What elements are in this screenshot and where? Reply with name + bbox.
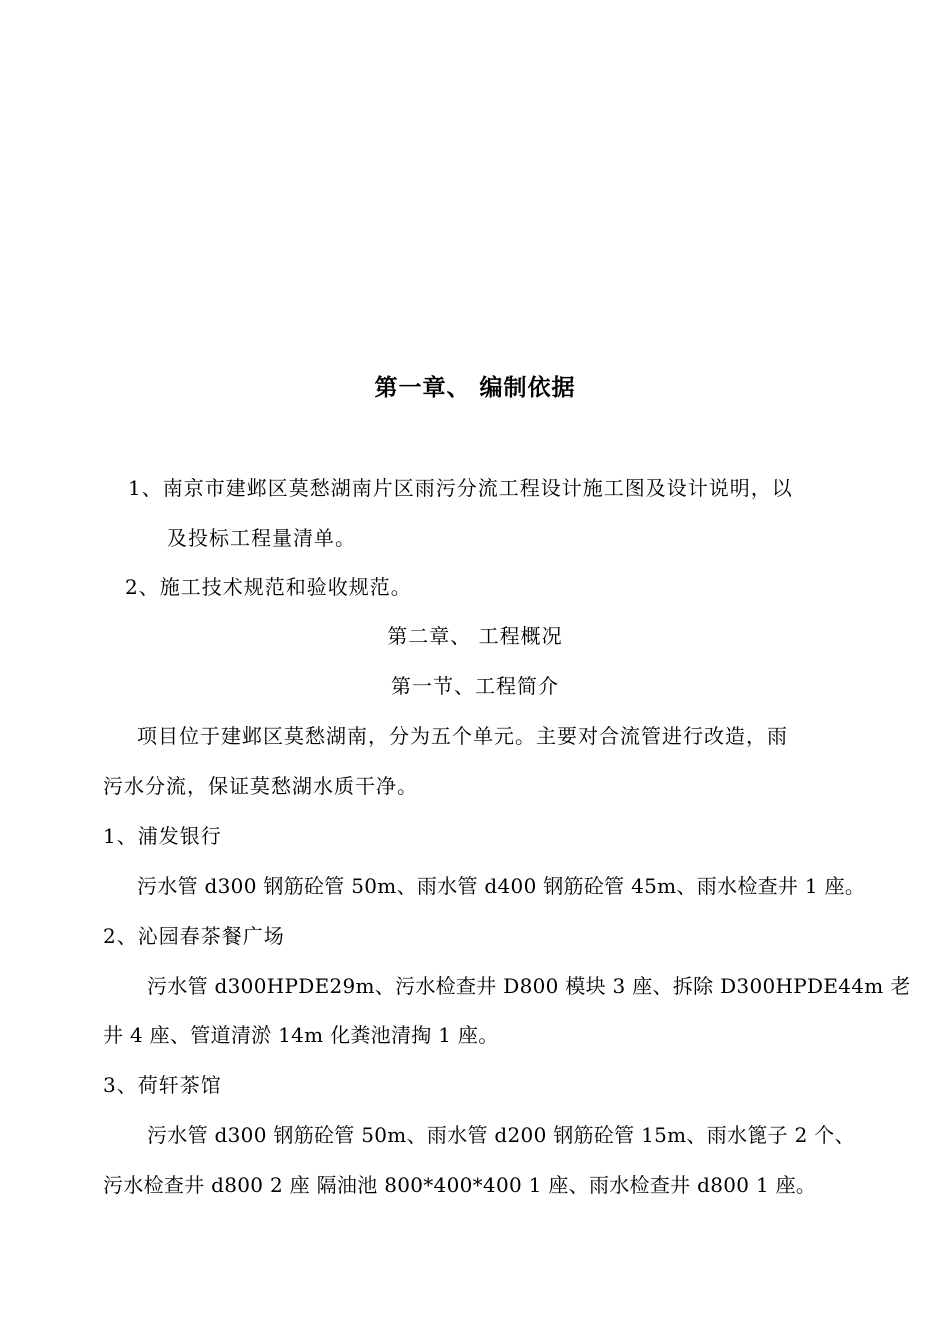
basis-item-1: 1、南京市建邺区莫愁湖南片区雨污分流工程设计施工图及设计说明，以 xyxy=(128,476,793,500)
unit-3-description-line-2: 污水检查井 d800 2 座 隔油池 800*400*400 1 座、雨水检查井 d800 1 座。 xyxy=(103,1173,817,1197)
unit-2-description-line-2: 井 4 座、管道清淤 14m 化粪池清掏 1 座。 xyxy=(103,1023,499,1047)
basis-item-1-continued: 及投标工程量清单。 xyxy=(167,526,356,550)
unit-1-description: 污水管 d300 钢筋砼管 50m、雨水管 d400 钢筋砼管 45m、雨水检查井 1 座。 xyxy=(137,874,866,898)
unit-2-description-line-1: 污水管 d300HPDE29m、污水检查井 D800 模块 3 座、拆除 D300HPDE44m 老 xyxy=(147,974,911,998)
unit-1-heading: 1、浦发银行 xyxy=(103,824,222,848)
unit-3-description-line-1: 污水管 d300 钢筋砼管 50m、雨水管 d200 钢筋砼管 15m、雨水篦子 2 个、 xyxy=(147,1123,855,1147)
intro-paragraph-line-2: 污水分流，保证莫愁湖水质干净。 xyxy=(103,774,418,798)
chapter-2-title: 第二章、 工程概况 xyxy=(387,624,563,648)
section-1-title: 第一节、工程简介 xyxy=(391,674,559,698)
chapter-1-title: 第一章、 编制依据 xyxy=(374,375,576,401)
intro-paragraph-line-1: 项目位于建邺区莫愁湖南，分为五个单元。主要对合流管进行改造，雨 xyxy=(137,724,788,748)
basis-item-2: 2、施工技术规范和验收规范。 xyxy=(125,575,412,599)
unit-2-heading: 2、沁园春茶餐广场 xyxy=(103,924,285,948)
unit-3-heading: 3、荷轩茶馆 xyxy=(103,1073,222,1097)
